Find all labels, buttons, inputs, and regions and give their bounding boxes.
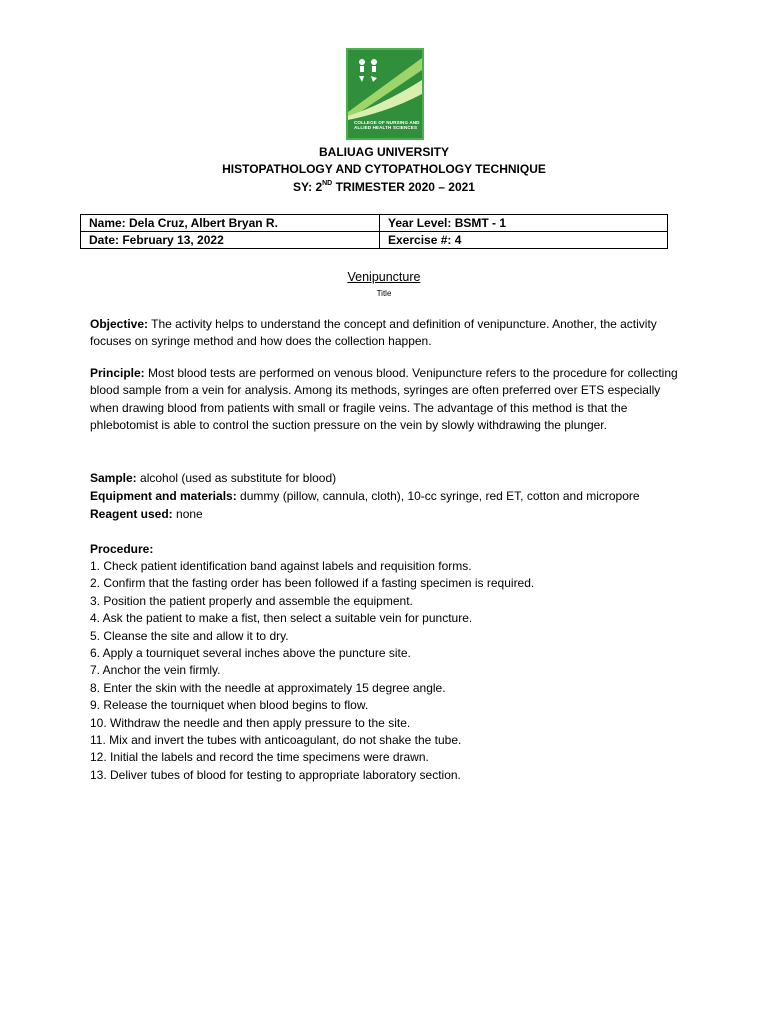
procedure-step: 8. Enter the skin with the needle at approximately 15 degree angle. — [90, 680, 446, 695]
principle-label: Principle: — [90, 366, 145, 380]
procedure-step: 11. Mix and invert the tubes with anticoagulant, do not shake the tube. — [90, 733, 462, 748]
procedure-step: 2. Confirm that the fasting order has been followed if a fasting specimen is required. — [90, 576, 535, 591]
reagent-section — [90, 506, 680, 523]
info-row — [81, 215, 668, 232]
objective-text: The activity helps to understand the concept and definition of venipuncture. Another, the activity focuses on syringe method and how does the collection happen. — [90, 317, 657, 349]
procedure-step: 9. Release the tourniquet when blood begins to flow. — [90, 698, 369, 713]
sample-text: alcohol (used as substitute for blood) — [136, 471, 337, 485]
exercise-number: Exercise #: 4 — [380, 232, 668, 249]
principle-text: Most blood tests are performed on venous blood. Venipuncture refers to the procedure for collecting blood sample from a vein for analysis. Among its methods, syringes are often preferred over ETS especially when drawing blood from patients with small or fragile veins. The advantage of this method is that the phlebotomist is able to control the suction pressure on the vein by slowly withdrawing the plunger. — [90, 366, 678, 433]
logo-text-line-1: COLLEGE OF NURSING AND — [354, 120, 420, 125]
year-level: Year Level: BSMT - 1 — [380, 215, 668, 232]
exercise-title: Venipuncture — [347, 270, 421, 284]
student-info-table — [80, 214, 668, 249]
objective-section — [90, 316, 680, 351]
sample-section — [90, 470, 680, 487]
procedure-heading — [90, 541, 680, 558]
info-row — [81, 232, 668, 249]
procedure-label: Procedure: — [90, 542, 154, 556]
student-name: Name: Dela Cruz, Albert Bryan R. — [81, 215, 380, 232]
sample-label: Sample: — [90, 471, 137, 485]
sy-suffix: TRIMESTER 2020 – 2021 — [332, 180, 475, 194]
equipment-section — [90, 488, 680, 505]
logo-caption — [354, 120, 420, 131]
procedure-steps — [90, 558, 690, 784]
logo-text-line-2: ALLIED HEALTH SCIENCES — [354, 125, 418, 131]
procedure-step: 1. Check patient identification band against labels and requisition forms. — [90, 559, 472, 573]
procedure-step: 5. Cleanse the site and allow it to dry. — [90, 628, 289, 643]
course-title: HISTOPATHOLOGY AND CYTOPATHOLOGY TECHNIQUE — [222, 162, 546, 176]
title-caption: Title — [376, 289, 392, 298]
procedure-step: 3. Position the patient properly and assemble the equipment. — [90, 593, 413, 608]
procedure-step: 13. Deliver tubes of blood for testing to appropriate laboratory section. — [90, 767, 461, 782]
university-name: BALIUAG UNIVERSITY — [318, 145, 449, 159]
college-logo — [346, 48, 424, 140]
reagent-label: Reagent used: — [90, 507, 173, 521]
school-year — [0, 180, 768, 194]
objective-label: Objective: — [90, 317, 149, 331]
procedure-step: 4. Ask the patient to make a fist, then select a suitable vein for puncture. — [90, 611, 473, 626]
sy-ordinal: ND — [322, 180, 333, 187]
procedure-step: 10. Withdraw the needle and then apply pressure to the site. — [90, 715, 411, 730]
principle-section — [90, 365, 680, 435]
equipment-text: dummy (pillow, cannula, cloth), 10-cc syringe, red ET, cotton and micropore — [236, 489, 640, 503]
reagent-text: none — [172, 507, 203, 521]
sy-prefix: SY: 2 — [293, 180, 323, 194]
procedure-step: 12. Initial the labels and record the time specimens were drawn. — [90, 750, 429, 765]
procedure-step: 7. Anchor the vein firmly. — [90, 663, 221, 678]
equipment-label: Equipment and materials: — [90, 489, 237, 503]
exercise-date: Date: February 13, 2022 — [81, 232, 380, 249]
procedure-step: 6. Apply a tourniquet several inches above the puncture site. — [90, 646, 411, 661]
